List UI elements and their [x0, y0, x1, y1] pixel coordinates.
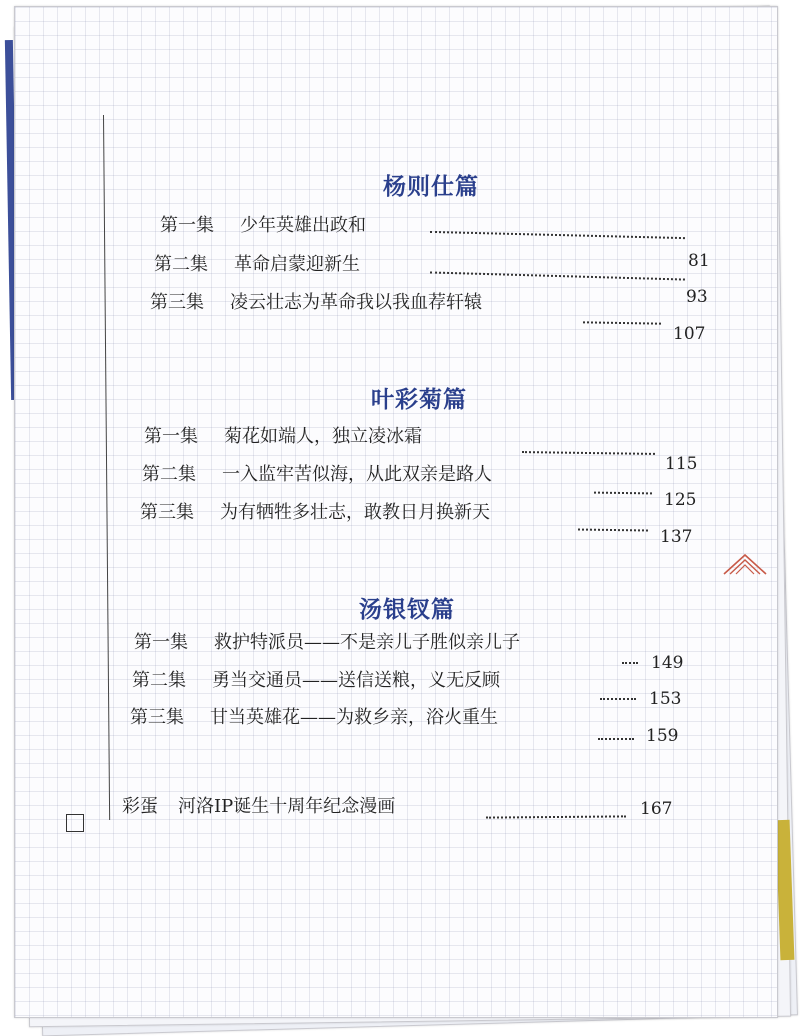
episode-label: 第三集: [140, 502, 194, 523]
episode-title: 为有牺牲多壮志，敢教日月换新天: [220, 502, 490, 523]
toc-entry[interactable]: [140, 498, 490, 524]
page-number: 149: [651, 653, 684, 673]
bonus-label: 彩蛋: [122, 796, 158, 817]
episode-label: 第二集: [154, 254, 208, 275]
leader-dots: [622, 662, 638, 664]
episode-title: 革命启蒙迎新生: [234, 254, 360, 275]
toc-entry[interactable]: [132, 666, 500, 692]
page-number: 159: [646, 726, 679, 746]
toc-entry[interactable]: [154, 250, 360, 276]
page-number: 107: [673, 324, 706, 344]
page-number: 153: [649, 689, 682, 709]
toc-entry[interactable]: [144, 422, 422, 448]
mountain-icon: [722, 552, 768, 576]
episode-title: 勇当交通员——送信送粮，义无反顾: [212, 670, 500, 691]
toc-entry[interactable]: [150, 288, 482, 314]
page-number: 125: [664, 490, 697, 510]
episode-label: 第一集: [134, 632, 188, 653]
toc-entry[interactable]: [130, 703, 498, 729]
episode-label: 第三集: [130, 707, 184, 728]
section-title-1: 杨则仕篇: [383, 174, 479, 200]
toc-entry[interactable]: [160, 211, 366, 237]
page-number: 115: [665, 454, 698, 474]
leader-dots: [598, 738, 634, 740]
page-number: 167: [640, 799, 673, 819]
page-number: 93: [686, 287, 708, 307]
toc-entry[interactable]: [134, 628, 520, 654]
episode-label: 第二集: [132, 670, 186, 691]
episode-title: 一入监牢苦似海，从此双亲是路人: [222, 464, 492, 485]
episode-label: 第二集: [142, 464, 196, 485]
bonus-entry[interactable]: [122, 792, 395, 818]
episode-title: 凌云壮志为革命我以我血荐轩辕: [230, 292, 482, 313]
episode-label: 第一集: [144, 426, 198, 447]
episode-label: 第一集: [160, 215, 214, 236]
leader-dots: [600, 698, 636, 700]
bonus-title: 河洛IP诞生十周年纪念漫画: [178, 796, 396, 817]
toc-entry[interactable]: [142, 460, 492, 486]
episode-title: 救护特派员——不是亲儿子胜似亲儿子: [214, 632, 520, 653]
episode-label: 第三集: [150, 292, 204, 313]
page-number: 81: [688, 251, 710, 271]
margin-square-icon: [66, 814, 84, 832]
episode-title: 甘当英雄花——为救乡亲，浴火重生: [210, 707, 498, 728]
episode-title: 菊花如端人，独立凌冰霜: [224, 426, 422, 447]
episode-title: 少年英雄出政和: [240, 215, 366, 236]
page-number: 137: [660, 527, 693, 547]
section-title-3: 汤银钗篇: [359, 597, 455, 623]
section-title-2: 叶彩菊篇: [371, 387, 467, 413]
